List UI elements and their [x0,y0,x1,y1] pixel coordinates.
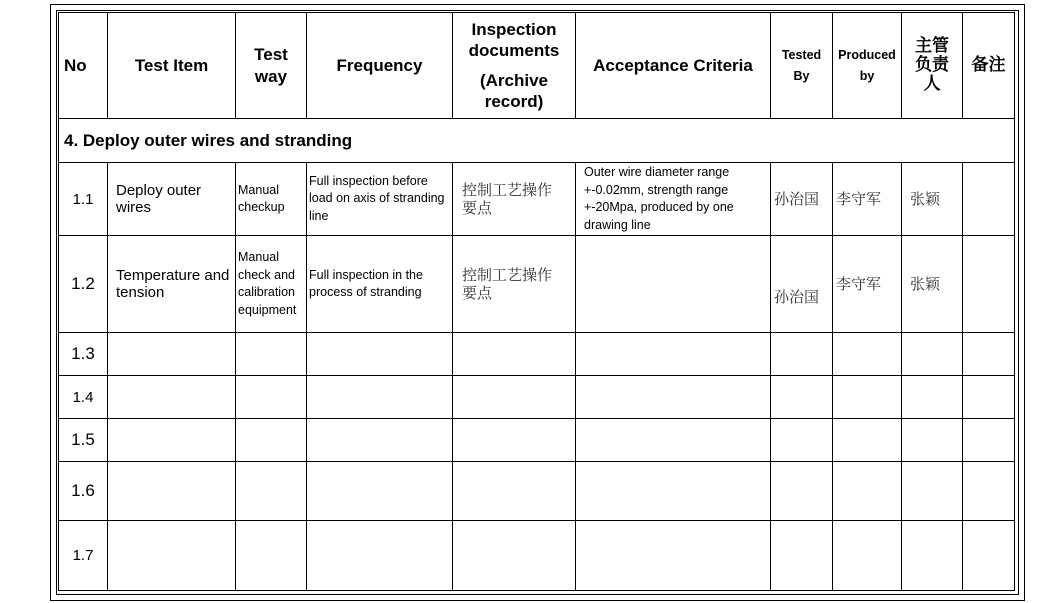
row-no: 1.2 [59,236,108,333]
header-supervisor: 主管负责人 [902,13,963,119]
criteria-cell: Outer wire diameter range +-0.02mm, strength range +-20Mpa, produced by one drawing line [576,163,771,236]
header-row [59,13,1015,119]
row-no: 1.5 [59,419,108,462]
remarks-cell [963,236,1015,333]
inspection-table [58,12,1015,591]
test-way-cell: Manual checkup [236,163,307,236]
produced-by-cell: 李守军 [833,163,902,236]
section-row [59,119,1015,163]
header-frequency: Frequency [307,13,453,119]
row-no: 1.6 [59,462,108,521]
supervisor-cell: 张颖 [902,163,963,236]
header-remarks: 备注 [963,13,1015,119]
header-produced-by: Produced by [833,13,902,119]
frequency-cell: Full inspection before load on axis of stranding line [307,163,453,236]
supervisor-cell: 张颖 [902,236,963,333]
header-inspection-documents-label: Inspection documents [468,20,560,60]
row-no: 1.4 [59,376,108,419]
tested-by-cell: 孙治国 [771,236,833,333]
remarks-cell [963,163,1015,236]
table-row [59,333,1015,376]
table-row [59,521,1015,591]
header-inspection-documents [453,13,576,119]
header-tested-by: Tested By [771,13,833,119]
frequency-cell: Full inspection in the process of stranding [307,236,453,333]
documents-cell: 控制工艺操作要点 [453,236,576,333]
header-test-item: Test Item [108,13,236,119]
test-item-cell: Deploy outer wires [108,163,236,236]
criteria-cell [576,236,771,333]
row-no: 1.3 [59,333,108,376]
row-no: 1.1 [59,163,108,236]
table-row [59,236,1015,333]
header-acceptance-criteria: Acceptance Criteria [576,13,771,119]
table-row [59,163,1015,236]
tested-by-cell: 孙治国 [771,163,833,236]
documents-cell: 控制工艺操作要点 [453,163,576,236]
table-row [59,462,1015,521]
produced-by-cell: 李守军 [833,236,902,333]
test-item-cell: Temperature and tension [108,236,236,333]
row-no: 1.7 [59,521,108,591]
header-archive-record-label: (Archive record) [479,71,549,111]
header-no: No [59,13,108,119]
table-row [59,376,1015,419]
header-test-way: Test way [236,13,307,119]
section-title: 4. Deploy outer wires and stranding [59,119,1015,163]
table-row [59,419,1015,462]
test-way-cell: Manual check and calibration equipment [236,236,307,333]
